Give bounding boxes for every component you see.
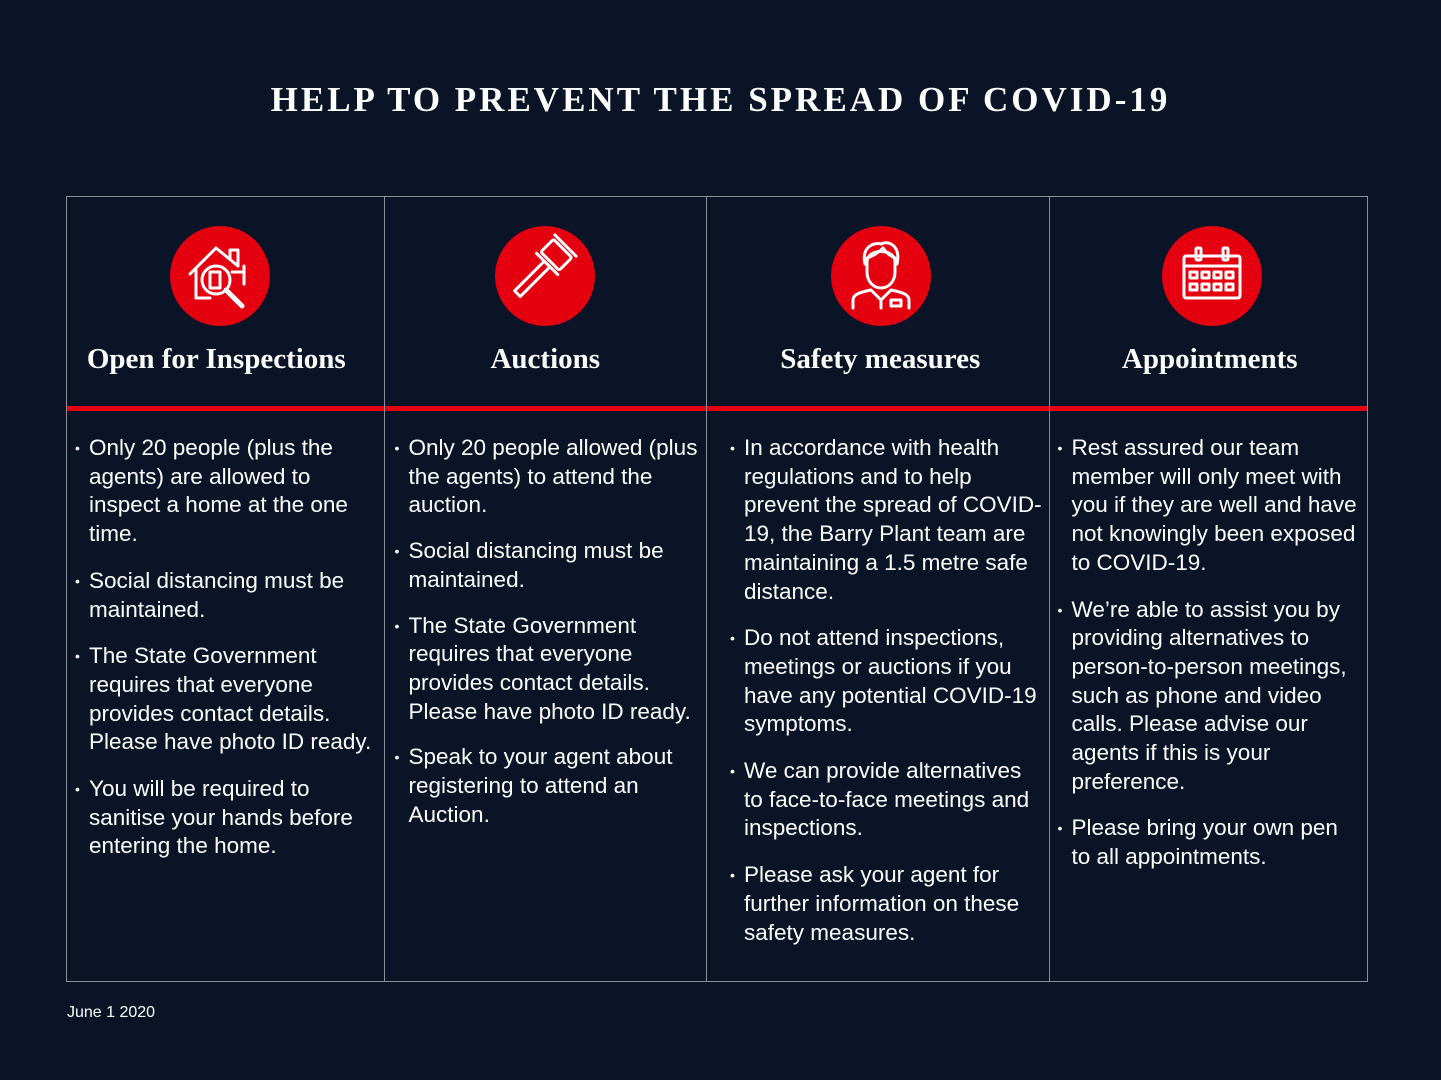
column-header — [707, 197, 1049, 411]
bullet-list — [67, 411, 384, 861]
column-title: Appointments — [1121, 343, 1298, 375]
list-item: • Social distancing must be maintained. — [385, 537, 707, 594]
list-item: • Only 20 people (plus the agents) are allowed to inspect a home at the one time. — [67, 434, 384, 549]
column-appointments — [1050, 197, 1367, 981]
list-item: • Please bring your own pen to all appointments. — [1050, 814, 1367, 871]
list-item: • Only 20 people allowed (plus the agents) to attend the auction. — [385, 434, 707, 520]
list-item: • Rest assured our team member will only meet with you if they are well and have not knowingly been exposed to COVID-19. — [1050, 434, 1367, 578]
house-magnifier-icon — [170, 226, 270, 326]
info-grid — [66, 196, 1368, 982]
column-header — [1050, 197, 1367, 411]
bullet-list — [1050, 411, 1367, 872]
column-safety-measures — [707, 197, 1050, 981]
list-item: • Please ask your agent for further information on these safety measures. — [707, 861, 1049, 947]
person-icon — [831, 226, 931, 326]
column-title: Safety measures — [780, 343, 981, 375]
bullet-list — [707, 411, 1049, 947]
list-item: • In accordance with health regulations and to help prevent the spread of COVID-19, the Barry Plant team are maintaining a 1.5 metre safe distance. — [707, 434, 1049, 606]
page-title: HELP TO PREVENT THE SPREAD OF COVID-19 — [270, 80, 1171, 119]
list-item: • You will be required to sanitise your hands before entering the home. — [67, 775, 384, 861]
list-item: • We’re able to assist you by providing alternatives to person-to-person meetings, such as phone and video calls. Please advise our agents if this is your preference. — [1050, 596, 1367, 797]
list-item: • The State Government requires that everyone provides contact details. Please have photo ID ready. — [67, 642, 384, 757]
list-item: • Do not attend inspections, meetings or auctions if you have any potential COVID-19 symptoms. — [707, 624, 1049, 739]
footer-date: June 1 2020 — [67, 1004, 156, 1021]
column-open-for-inspections — [67, 197, 385, 981]
list-item: • Speak to your agent about registering to attend an Auction. — [385, 743, 707, 829]
column-title: Auctions — [490, 343, 601, 375]
column-auctions — [385, 197, 708, 981]
list-item: • The State Government requires that everyone provides contact details. Please have photo ID ready. — [385, 612, 707, 727]
column-header — [385, 197, 707, 411]
column-header — [67, 197, 384, 411]
column-title: Open for Inspections — [86, 343, 346, 375]
gavel-icon — [495, 226, 595, 326]
bullet-list — [385, 411, 707, 829]
calendar-icon — [1162, 226, 1262, 326]
list-item: • Social distancing must be maintained. — [67, 567, 384, 624]
list-item: • We can provide alternatives to face-to-face meetings and inspections. — [707, 757, 1049, 843]
